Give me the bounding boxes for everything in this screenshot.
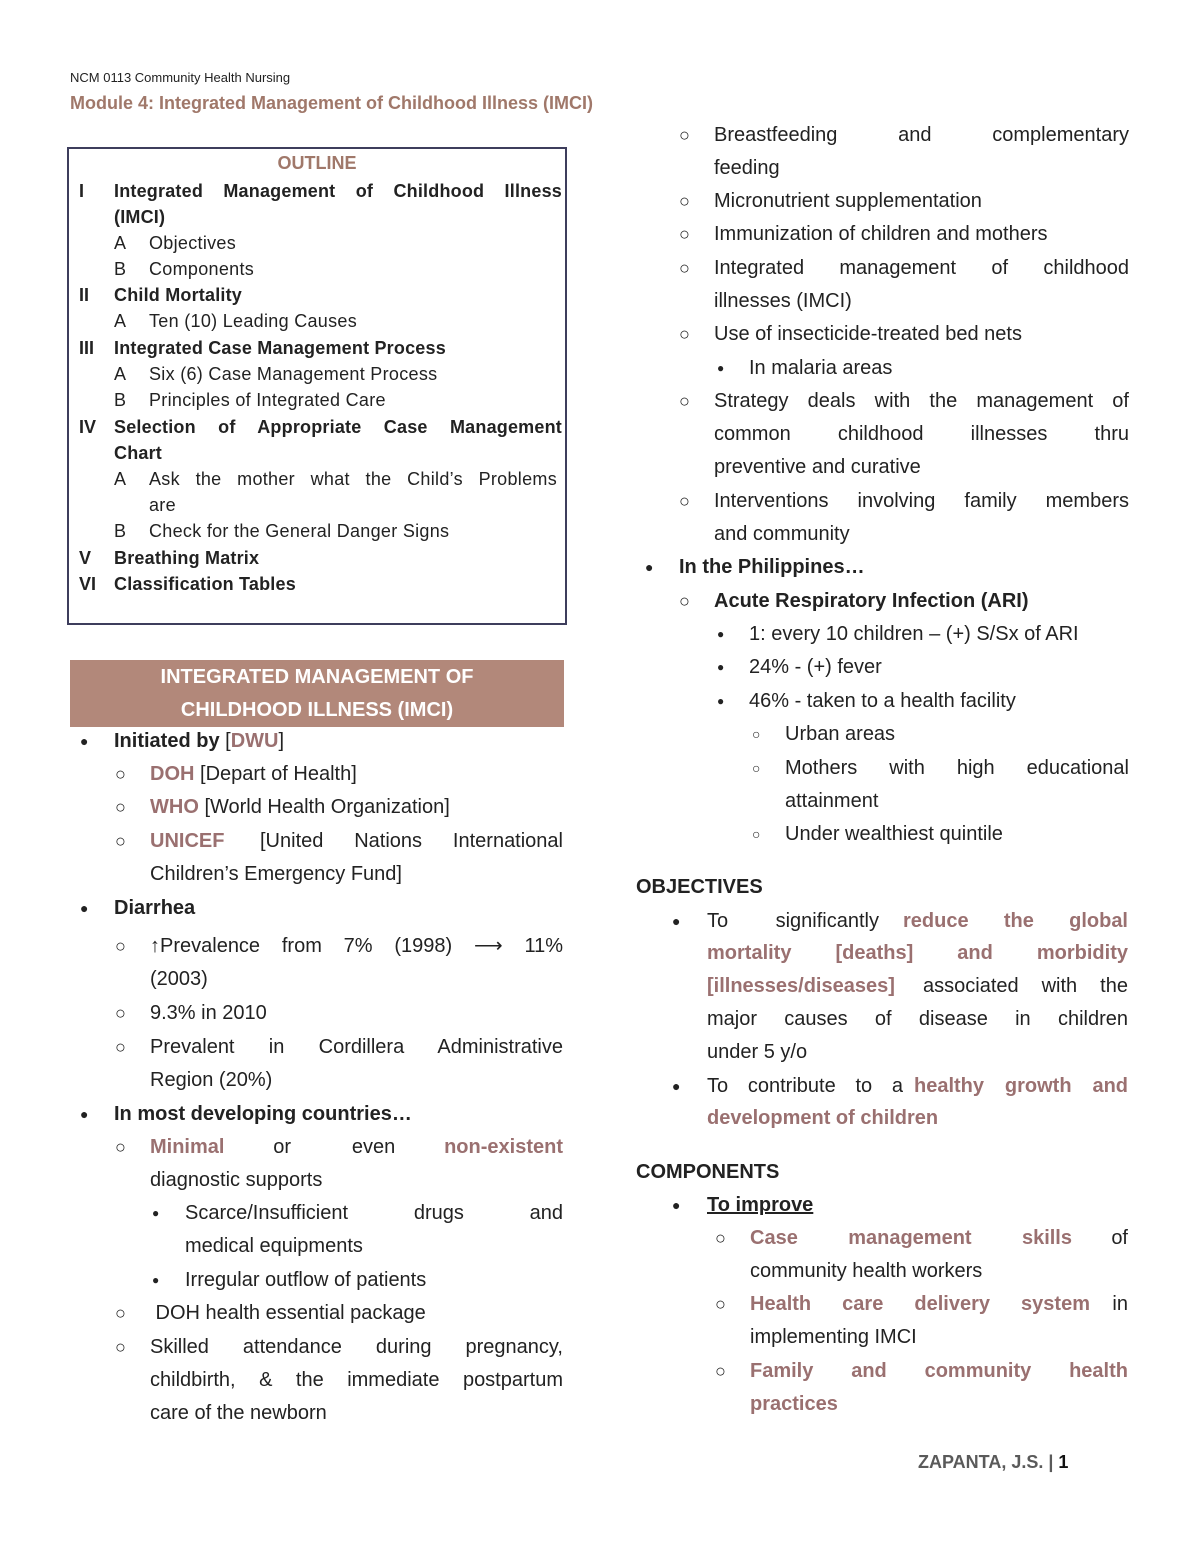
obj2-healthy: healthy growth and: [914, 1075, 1128, 1097]
in-word: in: [1112, 1293, 1128, 1315]
outline-heading: Integrated Management of Childhood Illness: [114, 181, 562, 201]
car-line-1: Prevalent in Cordillera Administrative: [150, 1036, 563, 1058]
circle-bullet-icon: ○: [679, 125, 690, 145]
wealthiest-line: Under wealthiest quintile: [785, 823, 1003, 845]
ari-stat-2: 24% - (+) fever: [749, 656, 882, 678]
outline-sub-text: Objectives: [149, 233, 237, 253]
banner-line-1: INTEGRATED MANAGEMENT OF: [160, 666, 474, 688]
outline-sub-text: Ten (10) Leading Causes: [149, 311, 358, 331]
ari-stat-3: 46% - taken to a health facility: [749, 690, 1016, 712]
prevalence-line-1: ↑Prevalence from 7% (1998) ⟶ 11%: [150, 935, 563, 957]
skilled-line-1: Skilled attendance during pregnancy,: [150, 1336, 563, 1358]
page-footer: [918, 1452, 1068, 1473]
circle-bullet-icon: ○: [679, 324, 690, 344]
who-item: [150, 791, 450, 824]
circle-bullet-icon: ○: [679, 224, 690, 244]
small-circle-bullet-icon: ○: [752, 760, 761, 776]
health-care-text: Health care delivery system: [750, 1293, 1090, 1315]
bullet-icon: ●: [672, 1197, 681, 1213]
outline-letter: B: [114, 390, 127, 410]
bracket-close: ]: [278, 730, 285, 752]
circle-bullet-icon: ○: [115, 1337, 126, 1357]
philippines-heading: In the Philippines…: [679, 556, 865, 578]
circle-bullet-icon: ○: [679, 491, 690, 511]
unicef-acronym: UNICEF: [150, 830, 225, 852]
skilled-line-3: care of the newborn: [150, 1402, 327, 1424]
obj1-reduce: reduce the global: [903, 910, 1128, 932]
irregular-line: Irregular outflow of patients: [185, 1269, 427, 1291]
nonexistent-word: non-existent: [444, 1136, 563, 1158]
outline-sub-text: Principles of Integrated Care: [149, 390, 386, 410]
circle-bullet-icon: ○: [115, 797, 126, 817]
diagnostic-line: diagnostic supports: [150, 1169, 323, 1191]
immunization-line: Immunization of children and mothers: [714, 223, 1048, 245]
diarrhea-heading: Diarrhea: [114, 897, 196, 919]
unicef-fullname: [United Nations International: [260, 830, 563, 852]
scarce-line-1: Scarce/Insufficient drugs and: [185, 1202, 563, 1224]
small-bullet-icon: ●: [717, 694, 725, 708]
obj1-assoc: associated with the: [923, 975, 1128, 997]
car-line-2: Region (20%): [150, 1069, 273, 1091]
ari-heading: Acute Respiratory Infection (ARI): [714, 590, 1029, 612]
ari-stat-1: 1: every 10 children – (+) S/Sx of ARI: [749, 623, 1079, 645]
unicef-fullname-cont: Children’s Emergency Fund]: [150, 863, 402, 885]
strategy-line-3: preventive and curative: [714, 456, 921, 478]
malaria-line: In malaria areas: [749, 357, 893, 379]
outline-heading: Classification Tables: [114, 574, 296, 594]
bednets-line: Use of insecticide-treated bed nets: [714, 323, 1022, 345]
imci-line-2: illnesses (IMCI): [714, 290, 852, 312]
outline-num: I: [79, 181, 85, 201]
mothers-line-2: attainment: [785, 790, 879, 812]
outline-num: IV: [79, 417, 97, 437]
module-title: Module 4: Integrated Management of Childhood Illness (IMCI): [70, 93, 594, 113]
circle-bullet-icon: ○: [715, 1294, 726, 1314]
outline-num: III: [79, 338, 95, 358]
circle-bullet-icon: ○: [679, 591, 690, 611]
small-bullet-icon: ●: [717, 660, 725, 674]
small-circle-bullet-icon: ○: [752, 826, 761, 842]
who-acronym: WHO: [150, 796, 199, 818]
minimal-line: [150, 1131, 563, 1164]
circle-bullet-icon: ○: [715, 1361, 726, 1381]
bullet-icon: ●: [645, 559, 654, 575]
small-circle-bullet-icon: ○: [752, 726, 761, 742]
circle-bullet-icon: ○: [115, 936, 126, 956]
developing-heading: In most developing countries…: [114, 1103, 412, 1125]
footer-author: ZAPANTA, J.S. |: [918, 1452, 1059, 1472]
small-bullet-icon: ●: [152, 1273, 160, 1287]
outline-sub-text-cont: are: [149, 495, 176, 515]
outline-sub-text: Check for the General Danger Signs: [149, 521, 450, 541]
urban-line: Urban areas: [785, 723, 896, 745]
micronutrient-line: Micronutrient supplementation: [714, 190, 982, 212]
banner-line-2: CHILDHOOD ILLNESS (IMCI): [180, 699, 454, 721]
obj1-illnesses: [illnesses/diseases]: [707, 975, 895, 997]
circle-bullet-icon: ○: [115, 764, 126, 784]
interventions-line-1: Interventions involving family members: [714, 490, 1129, 512]
circle-bullet-icon: ○: [115, 1303, 126, 1323]
breastfeeding-line-2: feeding: [714, 157, 780, 179]
small-bullet-icon: ●: [717, 361, 725, 375]
circle-bullet-icon: ○: [115, 1037, 126, 1057]
circle-bullet-icon: ○: [115, 1003, 126, 1023]
objectives-heading: OBJECTIVES: [636, 876, 763, 898]
circle-bullet-icon: ○: [679, 258, 690, 278]
objective-2-line-2: development of children: [707, 1107, 939, 1129]
outline-heading: Selection of Appropriate Case Management: [114, 417, 562, 437]
obj1-to: To significantly: [707, 910, 879, 932]
outline-num: II: [79, 285, 90, 305]
component-case-line: [750, 1222, 1128, 1255]
outline-sub-text: Six (6) Case Management Process: [149, 364, 438, 384]
bullet-icon: ●: [80, 733, 89, 749]
strategy-line-1: Strategy deals with the management of: [714, 390, 1129, 412]
circle-bullet-icon: ○: [115, 831, 126, 851]
chw-line: community health workers: [750, 1260, 983, 1282]
or-even-words: or even: [273, 1136, 396, 1158]
outline-heading: Breathing Matrix: [114, 548, 260, 568]
outline-letter: A: [114, 469, 127, 489]
outline-letter: A: [114, 311, 127, 331]
objective-1-line-5: under 5 y/o: [707, 1041, 808, 1063]
objective-1-line-4: major causes of disease in children: [707, 1008, 1128, 1030]
to-improve-heading: To improve: [707, 1194, 814, 1216]
doh-fullname: [Depart of Health]: [194, 763, 357, 785]
outline-letter: A: [114, 233, 127, 253]
section-banner: [70, 660, 564, 727]
doh-acronym: DOH: [150, 763, 195, 785]
initiated-code: DWU: [230, 730, 279, 752]
circle-bullet-icon: ○: [115, 1137, 126, 1157]
objective-2-line-1: [707, 1070, 1128, 1103]
small-bullet-icon: ●: [717, 627, 725, 641]
prevalence-2010: 9.3% in 2010: [150, 1002, 267, 1024]
imci-line-1: Integrated management of childhood: [714, 257, 1129, 279]
strategy-line-2: common childhood illnesses thru: [714, 423, 1129, 445]
doh-item: [150, 758, 357, 791]
outline-num: VI: [79, 574, 97, 594]
bullet-icon: ●: [80, 1106, 89, 1122]
components-heading: COMPONENTS: [636, 1161, 780, 1183]
practices-line: practices: [750, 1393, 838, 1415]
small-bullet-icon: ●: [152, 1206, 160, 1220]
doh-package-line: DOH health essential package: [150, 1302, 426, 1324]
outline-num: V: [79, 548, 92, 568]
bracket-open: [: [225, 730, 231, 752]
bullet-icon: ●: [672, 913, 681, 929]
minimal-word: Minimal: [150, 1136, 225, 1158]
page-number: 1: [1058, 1452, 1069, 1472]
outline-heading-cont-text: (IMCI): [114, 207, 166, 227]
breastfeeding-line-1: Breastfeeding and complementary: [714, 124, 1129, 146]
course-header: NCM 0113 Community Health Nursing: [70, 70, 291, 85]
obj2-to: To contribute to a: [707, 1075, 903, 1097]
interventions-line-2: and community: [714, 523, 850, 545]
initiated-label: Initiated by: [114, 730, 226, 752]
objective-1-line-1: [707, 905, 1128, 938]
who-fullname: [World Health Organization]: [198, 796, 450, 818]
circle-bullet-icon: ○: [679, 391, 690, 411]
outline-heading: Integrated Case Management Process: [114, 338, 446, 358]
circle-bullet-icon: ○: [679, 191, 690, 211]
outline-letter: B: [114, 259, 127, 279]
bullet-icon: ●: [80, 900, 89, 916]
outline-letter: B: [114, 521, 127, 541]
component-health-line: [750, 1288, 1128, 1321]
outline-sub-text: Components: [149, 259, 255, 279]
objective-1-line-3: [707, 970, 1128, 1003]
outline-heading: Child Mortality: [114, 285, 242, 305]
prevalence-line-2: (2003): [150, 968, 208, 990]
case-management-text: Case management skills: [750, 1227, 1072, 1249]
component-family-line: Family and community health: [750, 1360, 1128, 1382]
objective-1-line-2: mortality [deaths] and morbidity: [707, 942, 1128, 964]
outline-letter: A: [114, 364, 127, 384]
circle-bullet-icon: ○: [715, 1228, 726, 1248]
outline-box: [67, 147, 567, 625]
skilled-line-2: childbirth, & the immediate postpartum: [150, 1369, 563, 1391]
outline-title: OUTLINE: [277, 153, 357, 173]
mothers-line-1: Mothers with high educational: [785, 757, 1129, 779]
scarce-line-2: medical equipments: [185, 1235, 363, 1257]
outline-heading-cont-text: Chart: [114, 443, 163, 463]
bullet-icon: ●: [672, 1078, 681, 1094]
initiated-by-item: [114, 725, 284, 758]
outline-sub-text: Ask the mother what the Child’s Problems: [149, 469, 557, 489]
implementing-line: implementing IMCI: [750, 1326, 917, 1348]
unicef-item: [150, 825, 563, 858]
of-word: of: [1111, 1227, 1128, 1249]
